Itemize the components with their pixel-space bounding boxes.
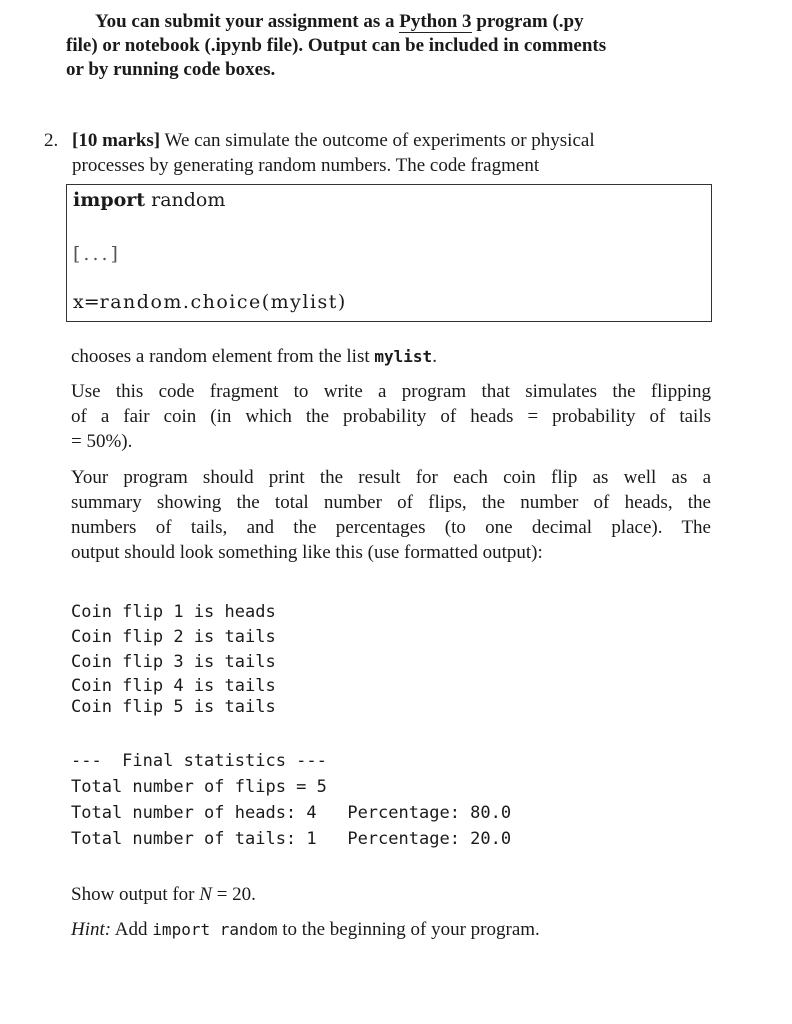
stats-header: --- Final statistics --- [71,751,327,771]
intro-text: or by running code boxes. [66,59,276,80]
assign-lhs: x= [73,291,100,313]
chooses-text: chooses a random element from the list [71,346,375,367]
hint-code: import random [152,920,278,939]
sample-output-flips [71,600,276,720]
question-number: 2. [44,130,59,151]
hint-text: Add [111,919,153,940]
paragraph-line: Use this code fragment to write a program that simulates the flipping [71,381,711,402]
intro-line [66,34,716,58]
question-line: processes by generating random numbers. The code fragment [72,155,540,176]
code-ellipsis: [...] [73,243,121,265]
instruction-paragraph-2 [71,465,711,565]
intro-text: You can submit your assignment as a [95,11,400,32]
intro-text: file) or notebook (.ipynb file). Output can be included in comments [66,35,607,56]
mylist-code: mylist [374,347,433,366]
paragraph-line: numbers of tails, and the percentages (to one decimal place). The [71,517,711,538]
intro-line [66,58,716,82]
show-output-value: = 20. [211,884,256,905]
assign-rhs: random.choice(mylist) [99,291,347,313]
hint-label: Hint: [71,919,112,940]
chooses-line [71,344,437,369]
import-module: random [145,189,226,211]
code-line-import [73,189,225,211]
import-keyword: import [73,189,146,211]
paragraph-line: summary showing the total number of flips, the number of heads, the [71,492,711,513]
code-line-choice [73,291,347,313]
stats-line: Total number of flips = 5 [71,777,327,797]
hint-line [71,917,540,942]
stats-line: Total number of heads: 4 Percentage: 80.0 [71,803,512,823]
code-fragment-box [66,184,712,322]
paragraph-line: of a fair coin (in which the probability of heads = probability of tails [71,406,711,427]
intro-paragraph [66,10,716,82]
n-variable: N [199,884,212,905]
show-output-line [71,882,256,907]
python3-underlined: Python 3 [399,11,472,32]
flip-line: Coin flip 1 is heads [71,602,276,622]
question-marks: [10 marks] [72,130,161,151]
paragraph-line: Your program should print the result for each coin flip as well as a [71,467,711,488]
flip-line: Coin flip 3 is tails [71,652,276,672]
intro-line [66,10,716,34]
instruction-paragraph-1 [71,379,711,454]
sample-output-stats [71,748,511,852]
flip-line: Coin flip 4 is tails [71,676,276,696]
paragraph-line: = 50%). [71,431,133,452]
question-text [72,128,712,178]
show-output-text: Show output for [71,884,200,905]
flip-line: Coin flip 2 is tails [71,627,276,647]
question-line [72,128,712,153]
intro-text: program (.py [471,11,584,32]
paragraph-line: output should look something like this (use formatted output): [71,542,543,563]
chooses-end: . [432,346,437,367]
question-line-text: We can simulate the outcome of experiments or physical [160,130,595,151]
flip-line: Coin flip 5 is tails [71,697,276,717]
stats-line: Total number of tails: 1 Percentage: 20.0 [71,829,512,849]
hint-text: to the beginning of your program. [277,919,540,940]
